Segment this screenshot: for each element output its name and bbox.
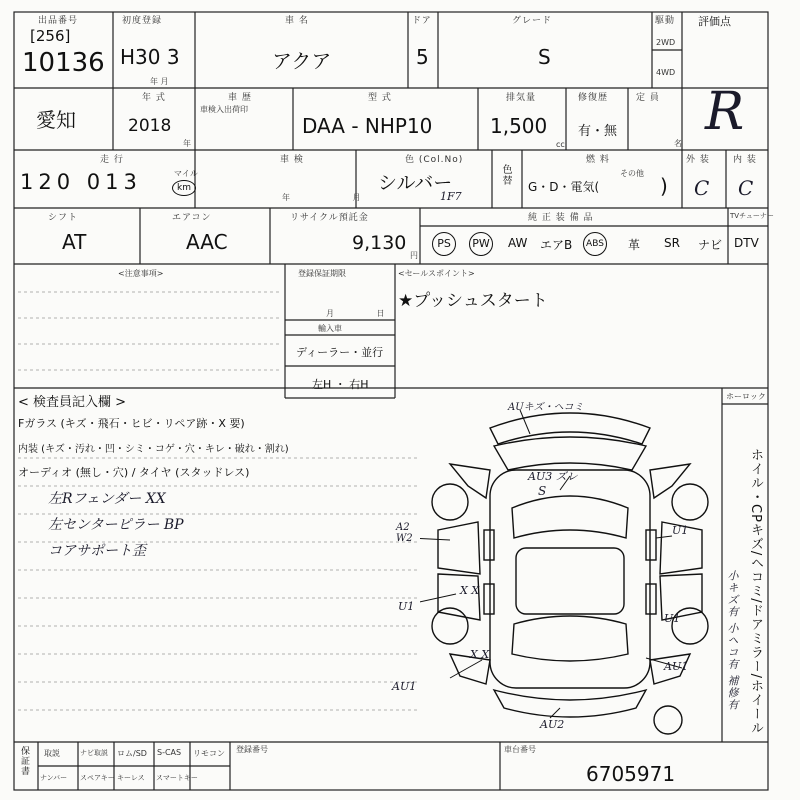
diagram-note-au1-right: AU1 xyxy=(664,660,689,673)
fuel: G・D・電気( xyxy=(528,180,600,194)
footer-remote: リモコン xyxy=(193,749,225,758)
inspector-hand2: 左センターピラー BP xyxy=(48,517,184,533)
score-label: 評価点 xyxy=(698,15,731,28)
model-year-label: 年 式 xyxy=(142,93,166,103)
fuel-label: 燃 料 xyxy=(586,155,610,165)
lot-sub: [256] xyxy=(30,27,71,45)
recycle-unit: 円 xyxy=(410,251,418,260)
model-year: 2018 xyxy=(128,116,172,136)
color-code: 1F7 xyxy=(440,190,462,203)
diagram-note-left-fender: A2 W2 xyxy=(396,522,413,544)
color: シルバー xyxy=(378,172,453,194)
diagram-note-right-front: U1 xyxy=(672,524,689,537)
corolla-label: ホーロック xyxy=(726,392,766,401)
fuel-other: その他 xyxy=(620,169,644,178)
capacity-unit: 名 xyxy=(674,139,682,148)
diagram-note-roof: AU3 ズレ xyxy=(528,470,578,483)
diagram-note-left-door: U1 xyxy=(398,600,415,613)
equip-dtv: DTV xyxy=(734,236,759,250)
drive-label: 駆動 xyxy=(655,16,676,26)
region: 愛知 xyxy=(36,108,76,132)
footer-number: ナンバー xyxy=(40,774,68,782)
inspector-hand3: コアサポート歪 xyxy=(48,543,146,559)
equipment-label: 純 正 装 備 品 xyxy=(528,213,594,223)
car-name: アクア xyxy=(272,49,332,73)
footer-keyless: キーレス xyxy=(117,774,145,782)
ac: AAC xyxy=(186,230,228,254)
footer-smart-key: スマートキー xyxy=(156,774,198,782)
inspector-line1: Fガラス (キズ・飛石・ヒビ・リペア跡・X 要) xyxy=(18,417,245,430)
inspection-label: 車 歴 xyxy=(228,93,252,103)
mileage-unit: km xyxy=(172,180,196,196)
equip-aw: AW xyxy=(508,236,528,250)
inspector-title: < 検査員記入欄 > xyxy=(18,395,127,410)
diagram-note-s: S xyxy=(538,484,547,498)
inspector-hand1: 左Rフェンダー XX xyxy=(48,491,166,507)
exterior-label: 外 装 xyxy=(686,155,710,165)
first-reg-label: 初度登録 xyxy=(122,16,163,26)
warranty-unit: 月 日 xyxy=(326,309,385,318)
year-unit: 年 xyxy=(183,139,191,148)
color-label: 色 (Col.No) xyxy=(405,155,464,165)
exterior: C xyxy=(694,176,710,200)
equip-airbag: エアB xyxy=(540,238,573,252)
warranty-label: 登録保証期限 xyxy=(298,269,346,278)
chassis-label: 車台番号 xyxy=(504,745,536,754)
displacement: 1,500 xyxy=(490,114,548,138)
shaken-label: 車 検 xyxy=(280,155,304,165)
grade: S xyxy=(538,45,551,69)
mile-note: マイル xyxy=(174,169,198,178)
diagram-note-rear: AU2 xyxy=(540,718,565,731)
diagram-note-front: AUキズ・ヘコミ xyxy=(508,402,584,413)
inspector-line3: オーディオ (無し・穴) / タイヤ (スタッドレス) xyxy=(18,466,250,479)
lot-number: 10136 xyxy=(22,48,105,78)
displacement-label: 排気量 xyxy=(506,93,537,103)
import-dealer: ディーラー・並行 xyxy=(296,346,384,359)
equip-leather: 革 xyxy=(628,238,641,252)
shift-label: シフト xyxy=(48,213,79,223)
year-month-unit: 年 月 xyxy=(150,77,169,86)
interior-label: 内 装 xyxy=(733,155,757,165)
drive-2wd: 2WD xyxy=(656,38,676,47)
import-hand: 左H ・ 右H xyxy=(312,378,369,391)
car-name-label: 車 名 xyxy=(285,16,309,26)
drive-4wd: 4WD xyxy=(656,68,676,77)
equip-abs: ABS xyxy=(583,232,607,256)
right-side-notes: 小キズ有 小ヘコ有 補修有 xyxy=(726,570,739,711)
equip-sr: SR xyxy=(664,236,680,250)
cc-unit: cc xyxy=(556,140,565,149)
footer-spare-key: スペアキー xyxy=(80,774,115,782)
sales-point: ★プッシュスタート xyxy=(398,291,548,311)
doors: 5 xyxy=(416,45,429,69)
shaken-unit: 年 月 xyxy=(282,193,361,202)
interior: C xyxy=(738,176,754,200)
footer-manual: 取説 xyxy=(44,749,60,758)
diagram-note-au1-left: AU1 xyxy=(392,680,417,693)
fuel-close: ) xyxy=(660,174,668,198)
diagram-note-rear-left: X X xyxy=(470,648,490,661)
footer-scas: S-CAS xyxy=(157,748,182,757)
grade-label: グレード xyxy=(512,16,553,26)
mileage: 120 013 xyxy=(20,170,142,194)
mileage-label: 走 行 xyxy=(100,155,124,165)
repair-label: 修復歴 xyxy=(578,93,609,103)
type: DAA - NHP10 xyxy=(302,114,433,138)
capacity-label: 定 員 xyxy=(636,93,660,103)
footer-navi-manual: ナビ取説 xyxy=(80,749,108,757)
first-reg: H30 3 xyxy=(120,45,180,69)
import-label: 輸入車 xyxy=(318,324,342,333)
score: R xyxy=(705,82,745,142)
caution-label: <注意事項> xyxy=(118,269,164,278)
shift: AT xyxy=(62,230,87,254)
footer-side: 保証書 xyxy=(19,746,29,776)
tv-tuner-label: TVチューナー xyxy=(730,212,774,220)
equip-ps: PS xyxy=(432,232,456,256)
doors-label: ドア xyxy=(412,16,432,26)
repair: 有・無 xyxy=(578,124,618,139)
lot-label: 出品番号 xyxy=(38,16,79,26)
recycle-label: リサイクル預託金 xyxy=(290,213,369,223)
equip-pw: PW xyxy=(469,232,493,256)
type-label: 型 式 xyxy=(368,93,392,103)
color-change: 色替 xyxy=(500,164,511,186)
car-diagram xyxy=(420,398,720,738)
inspection-sub: 車検入出荷印 xyxy=(200,105,248,114)
diagram-note-right-rear: U1 xyxy=(664,612,681,625)
recycle: 9,130 xyxy=(352,232,407,254)
sales-label: <セールスポイント> xyxy=(398,269,475,278)
equip-navi: ナビ xyxy=(698,238,723,252)
diagram-note-pillar: X X xyxy=(460,584,480,597)
ac-label: エアコン xyxy=(172,213,212,223)
reg-no-label: 登録番号 xyxy=(236,745,268,754)
footer-rom-sd: ロム/SD xyxy=(117,749,147,758)
chassis-number: 6705971 xyxy=(586,762,676,786)
right-vertical: ホイル・CPキズ/ヘコミ/ドアミラー/ホイール xyxy=(748,448,763,736)
inspector-line2: 内装 (キズ・汚れ・凹・シミ・コゲ・穴・キレ・破れ・割れ) xyxy=(18,444,289,455)
